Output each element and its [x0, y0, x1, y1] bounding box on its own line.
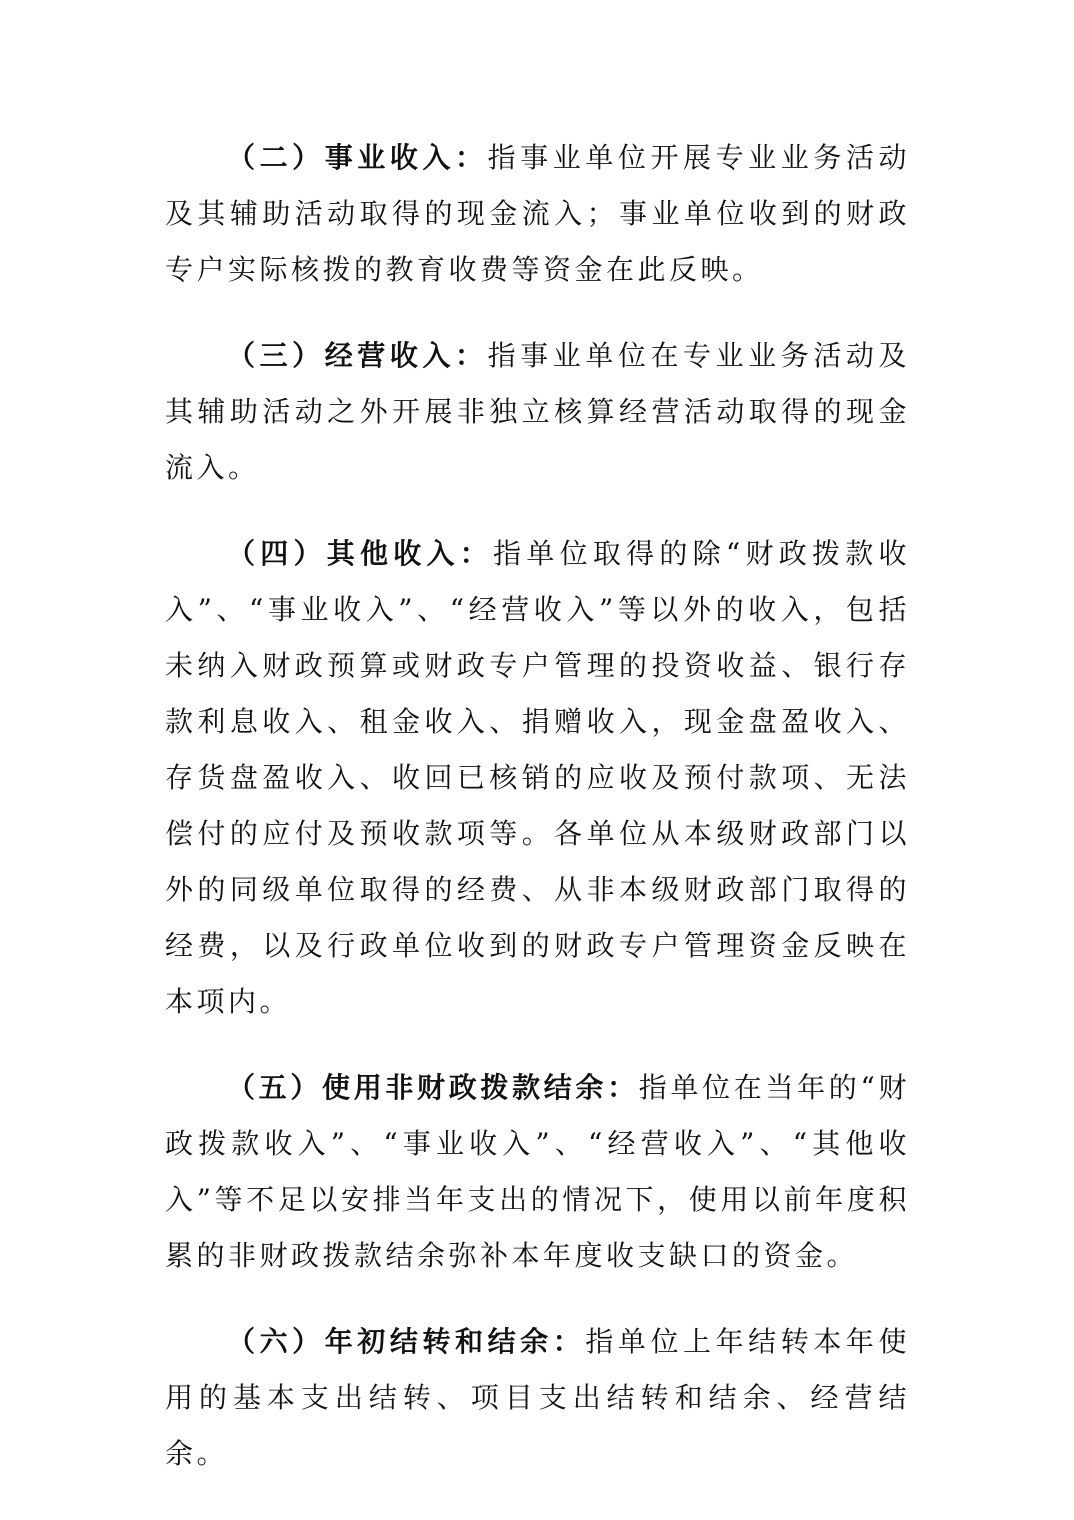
paragraph-heading: （三）经营收入：: [227, 339, 488, 372]
paragraph-business-income: [165, 130, 910, 298]
paragraph-other-income: [165, 526, 910, 1030]
paragraph-text: 指单位上年结转本年使用的基本支出结转、项目支出结转和结余、经营结余。: [165, 1325, 910, 1470]
paragraph-operating-income: [165, 328, 910, 496]
paragraph-heading: （四）其他收入：: [227, 537, 494, 570]
document-body: [165, 130, 910, 1512]
paragraph-heading: （五）使用非财政拨款结余：: [227, 1071, 639, 1104]
paragraph-heading: （六）年初结转和结余：: [227, 1325, 586, 1358]
paragraph-text: 指单位在当年的“财政拨款收入”、“事业收入”、“经营收入”、“其他收入”等不足以安排当年支出的情况下，使用以前年度积累的非财政拨款结余弥补本年度收支缺口的资金。: [165, 1071, 910, 1272]
paragraph-opening-carryover: [165, 1314, 910, 1482]
paragraph-text: 指事业单位开展专业业务活动及其辅助活动取得的现金流入；事业单位收到的财政专户实际核拨的教育收费等资金在此反映。: [165, 141, 910, 286]
paragraph-heading: （二）事业收入：: [227, 141, 488, 174]
paragraph-text: 指事业单位在专业业务活动及其辅助活动之外开展非独立核算经营活动取得的现金流入。: [165, 339, 910, 484]
paragraph-text: 指单位取得的除“财政拨款收入”、“事业收入”、“经营收入”等以外的收入，包括未纳入财政预算或财政专户管理的投资收益、银行存款利息收入、租金收入、捐赠收入，现金盘盈收入、存货盘盈收入、收回已核销的应收及预付款项、无法偿付的应付及预收款项等。各单位从本级财政部门以外的同级单位取得的经费、从非本级财政部门取得的经费，以及行政单位收到的财政专户管理资金反映在本项内。: [165, 537, 910, 1018]
paragraph-non-fiscal-surplus: [165, 1060, 910, 1284]
